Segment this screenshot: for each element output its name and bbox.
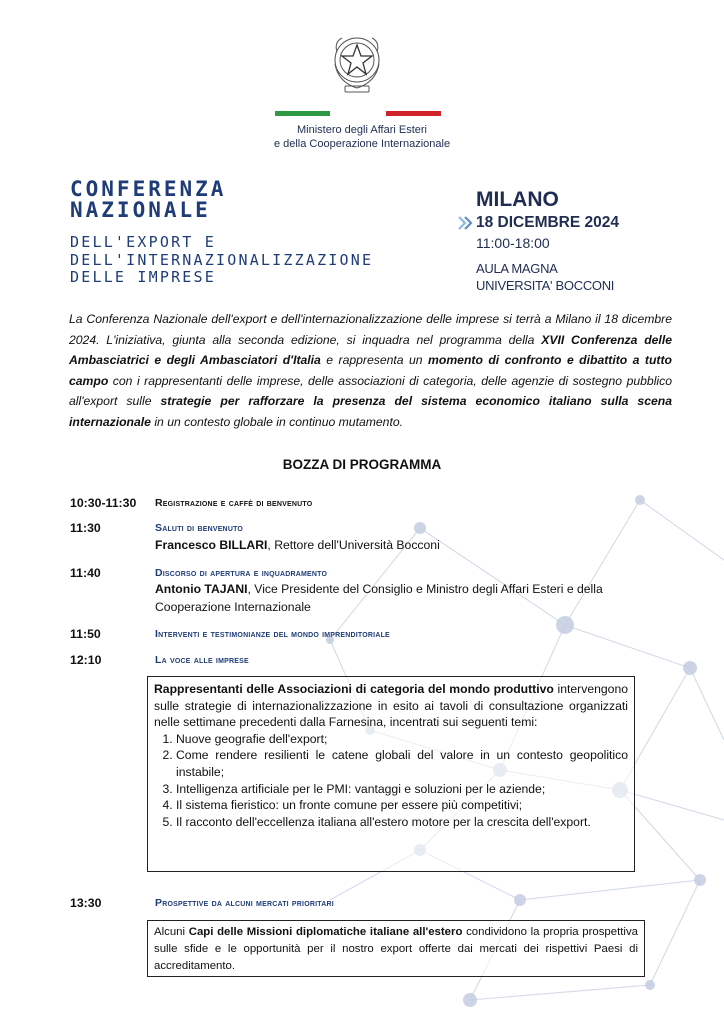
missions-text-1: Alcuni bbox=[154, 926, 189, 938]
event-info bbox=[476, 188, 619, 294]
topic-item: 1. Nuove geografie dell'export; bbox=[176, 731, 628, 748]
topic-item: 5. Il racconto dell'eccellenza italiana all'estero motore per la crescita dell'export. bbox=[176, 814, 628, 831]
program-session-6: Prospettive da alcuni mercati prioritari bbox=[155, 897, 334, 909]
program-session-1: Registrazione e caffè di benvenuto bbox=[155, 497, 313, 509]
speaker-name-2: Francesco BILLARI bbox=[155, 538, 268, 552]
program-speaker-2 bbox=[155, 537, 635, 555]
flag-red bbox=[386, 111, 441, 116]
intro-text-3: con i rappresentanti delle imprese, delle associazioni di categoria, delle agenzie di sostegno pubblico all'export sulle bbox=[69, 373, 672, 408]
program-time-1: 10:30-11:30 bbox=[70, 496, 137, 510]
topics-list bbox=[154, 731, 628, 831]
program-time-6: 13:30 bbox=[70, 896, 102, 910]
intro-bold-1: XVII Conferenza delle Ambasciatrici e degli Ambasciatori d'Italia bbox=[69, 332, 672, 367]
program-time-2: 11:30 bbox=[70, 521, 101, 535]
intro-bold-2: momento di confronto e dibattito a tutto campo bbox=[69, 353, 672, 388]
intro-text-1: La Conferenza Nazionale dell'export e dell'internazionalizzazione delle imprese si terrà a Milano il 18 dicembre 2024. L'iniziativa, giunta alla seconda edizione, si inquadra nel programma della bbox=[69, 312, 672, 347]
intro-bold-3: strategie per rafforzare la presenza del sistema economico italiano sulla scena internazionale bbox=[69, 394, 672, 429]
associations-lead-text: intervengono sulle strategie di internazionalizzazione in esito ai tavoli di consultazione organizzati nelle settimane precedenti dalla Farnesina, incentrati sui seguenti temi: bbox=[154, 682, 629, 730]
associations-lead-bold: Rappresentanti delle Associazioni di categoria del mondo produttivo bbox=[154, 682, 554, 696]
intro-text-2: e rappresenta un bbox=[320, 353, 429, 367]
conference-subtitle bbox=[70, 234, 373, 287]
conference-title-line-2: NAZIONALE bbox=[70, 198, 211, 222]
conference-title-line-1: CONFERENZA bbox=[70, 177, 227, 201]
event-venue bbox=[476, 260, 619, 294]
event-city: MILANO bbox=[476, 188, 559, 211]
conference-title bbox=[70, 179, 226, 221]
missions-box bbox=[147, 920, 645, 977]
flag-green bbox=[275, 111, 330, 116]
program-time-3: 11:40 bbox=[70, 566, 101, 580]
program-title: BOZZA DI PROGRAMMA bbox=[282, 457, 442, 472]
program-session-4: Interventi e testimonianze del mondo imprenditoriale bbox=[155, 628, 390, 640]
program-time-4: 11:50 bbox=[70, 627, 101, 641]
ministry-line-2: e della Cooperazione Internazionale bbox=[273, 138, 451, 150]
topic-item: 4. Il sistema fieristico: un fronte comune per essere più competitivi; bbox=[176, 797, 628, 814]
event-time: 11:00-18:00 bbox=[476, 235, 550, 251]
speaker-role-2: , Rettore dell'Università Bocconi bbox=[267, 538, 440, 552]
event-venue-line-2: UNIVERSITA' BOCCONI bbox=[476, 278, 615, 293]
ministry-line-1: Ministero degli Affari Esteri bbox=[296, 124, 428, 136]
missions-bold: Capi delle Missioni diplomatiche italiane all'estero bbox=[188, 926, 463, 938]
double-chevron-right-icon bbox=[458, 216, 474, 230]
program-speaker-3 bbox=[155, 581, 635, 616]
intro-paragraph bbox=[69, 309, 672, 432]
conference-subtitle-line-1: DELL'EXPORT E bbox=[70, 233, 216, 251]
program-session-5: La voce alle imprese bbox=[155, 654, 249, 666]
topic-item: 2. Come rendere resilienti le catene globali del valore in un contesto geopolitico instabile; bbox=[176, 747, 628, 780]
program-session-3: Discorso di apertura e inquadramento bbox=[155, 567, 328, 579]
associations-lead bbox=[154, 681, 628, 731]
ministry-name bbox=[240, 123, 484, 151]
conference-subtitle-line-3: DELLE IMPRESE bbox=[70, 268, 216, 286]
program-time-5: 12:10 bbox=[70, 653, 102, 667]
speaker-name-3: Antonio TAJANI bbox=[155, 582, 248, 596]
italian-flag-bar bbox=[275, 111, 441, 116]
conference-subtitle-line-2: DELL'INTERNAZIONALIZZAZIONE bbox=[70, 250, 374, 269]
associations-box bbox=[147, 676, 635, 872]
topic-item: 3. Intelligenza artificiale per le PMI: vantaggi e soluzioni per le aziende; bbox=[176, 781, 628, 798]
flag-white bbox=[330, 111, 385, 116]
italian-republic-emblem-icon bbox=[326, 30, 388, 96]
program-session-2: Saluti di benvenuto bbox=[155, 522, 244, 534]
speaker-role-3: , Vice Presidente del Consiglio e Ministro degli Affari Esteri e della Cooperazione Internazionale bbox=[155, 582, 603, 614]
event-venue-line-1: AULA MAGNA bbox=[476, 261, 558, 276]
event-date: 18 DICEMBRE 2024 bbox=[476, 214, 620, 231]
missions-text-2: condividono la propria prospettiva sulle sfide e le opportunità per il nostro export offerte dai mercati dei rispettivi Paesi di accreditamento. bbox=[154, 926, 638, 972]
intro-text-4: in un contesto globale in continuo mutamento. bbox=[150, 414, 403, 429]
